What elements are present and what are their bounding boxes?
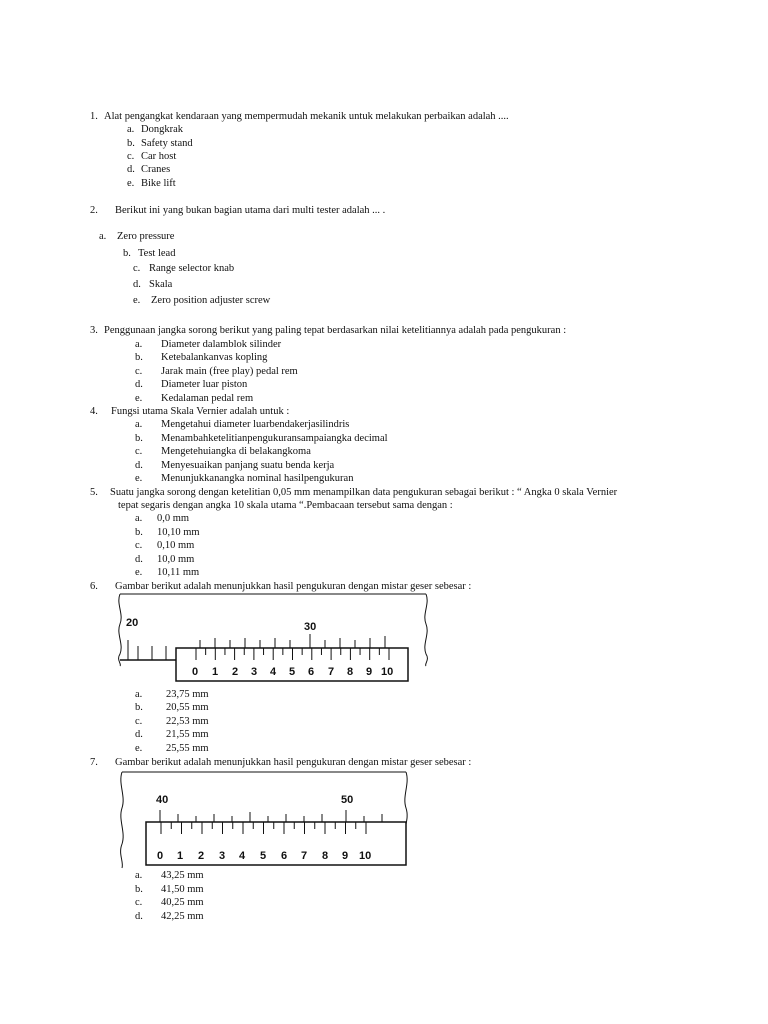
q7-option-c-letter: c. (135, 897, 143, 908)
vernier-label: 3 (219, 850, 226, 862)
vernier-label: 1 (212, 666, 219, 678)
vernier-label: 6 (281, 850, 288, 862)
main-scale-label-40: 40 (156, 794, 169, 806)
vernier-label: 7 (328, 666, 335, 678)
vernier-label: 5 (289, 666, 296, 678)
vernier-label: 0 (192, 666, 199, 678)
q4-option-d-letter: d. (135, 460, 143, 471)
q2-number: 2. (90, 205, 98, 216)
q7-option-d: 42,25 mm (161, 911, 204, 922)
q7-option-a-letter: a. (135, 870, 143, 881)
q6-option-c: 22,53 mm (166, 716, 209, 727)
q7-option-d-letter: d. (135, 911, 143, 922)
q5-text-line2: tepat segaris dengan angka 10 skala utama “.Pembacaan tersebut sama dengan : (118, 500, 453, 511)
q4-number: 4. (90, 406, 98, 417)
q3-option-c-letter: c. (135, 366, 143, 377)
q1-text: Alat pengangkat kendaraan yang mempermudah mekanik untuk melakukan perbaikan adalah .... (104, 111, 509, 122)
q2-option-b-letter: b. (123, 248, 131, 259)
q6-number: 6. (90, 581, 98, 592)
q6-option-d: 21,55 mm (166, 729, 209, 740)
vernier-label: 2 (198, 850, 205, 862)
q4-option-e-letter: e. (135, 473, 143, 484)
vernier-label: 5 (260, 850, 267, 862)
q5-option-a: 0,0 mm (157, 513, 190, 524)
q6-option-d-letter: d. (135, 729, 143, 740)
q4-option-b-letter: b. (135, 433, 143, 444)
q5-option-d: 10,0 mm (157, 554, 195, 565)
q1-option-c-letter: c. (127, 151, 135, 162)
q2-option-d-letter: d. (133, 279, 141, 290)
q2-text: Berikut ini yang bukan bagian utama dari multi tester adalah ... . (115, 205, 386, 216)
main-scale-right-edge (425, 594, 428, 666)
vernier-label: 9 (342, 850, 349, 862)
q6-option-e-letter: e. (135, 743, 143, 754)
q1-option-d: Cranes (141, 164, 171, 175)
q3-option-c: Jarak main (free play) pedal rem (161, 366, 298, 377)
q5-number: 5. (90, 487, 98, 498)
q3-option-e: Kedalaman pedal rem (161, 393, 254, 404)
q6-option-b: 20,55 mm (166, 702, 209, 713)
q5-option-b: 10,10 mm (157, 527, 200, 538)
q4-option-b: Menambahketelitianpengukuransampaiangka decimal (161, 433, 388, 444)
q2-option-a-letter: a. (99, 231, 107, 242)
q5-option-a-letter: a. (135, 513, 143, 524)
q5-option-e: 10,11 mm (157, 567, 200, 578)
q4-option-c-letter: c. (135, 446, 143, 457)
q4-option-a-letter: a. (135, 419, 143, 430)
q3-option-b: Ketebalankanvas kopling (161, 352, 268, 363)
q4-option-c: Mengetehuiangka di belakangkoma (161, 446, 311, 457)
q7-option-c: 40,25 mm (161, 897, 204, 908)
vernier-label: 8 (322, 850, 329, 862)
main-scale-label-50: 50 (341, 794, 354, 806)
main-scale-left-edge (119, 594, 122, 666)
q7-number: 7. (90, 757, 98, 768)
q2-option-e: Zero position adjuster screw (151, 295, 271, 306)
vernier-label: 8 (347, 666, 354, 678)
q3-option-d-letter: d. (135, 379, 143, 390)
q7-option-a: 43,25 mm (161, 870, 204, 881)
q1-option-e: Bike lift (141, 178, 176, 189)
q1-option-b: Safety stand (141, 138, 193, 149)
q5-option-c: 0,10 mm (157, 540, 195, 551)
q3-option-a: Diameter dalamblok silinder (161, 339, 282, 350)
q1-option-c: Car host (141, 151, 177, 162)
vernier-label: 1 (177, 850, 184, 862)
main-scale-ticks-top (160, 810, 382, 822)
vernier-label: 4 (239, 850, 246, 862)
q6-text: Gambar berikut adalah menunjukkan hasil pengukuran dengan mistar geser sebesar : (115, 581, 472, 592)
q4-option-a: Mengetahui diameter luarbendakerjasilindris (161, 419, 350, 430)
q1-option-a: Dongkrak (141, 124, 183, 135)
vernier-label: 6 (308, 666, 315, 678)
vernier-caliper-figure-q6 (114, 592, 434, 684)
q6-option-b-letter: b. (135, 702, 143, 713)
q2-option-e-letter: e. (133, 295, 141, 306)
main-scale-ticks (128, 640, 166, 660)
vernier-label: 2 (232, 666, 239, 678)
q5-option-d-letter: d. (135, 554, 143, 565)
vernier-label: 10 (359, 850, 372, 862)
q5-text-line1: Suatu jangka sorong dengan ketelitian 0,05 mm menampilkan data pengukuran sebagai berikut : “ Angka 0 skala Vernier (110, 487, 618, 498)
q6-option-c-letter: c. (135, 716, 143, 727)
q1-number: 1. (90, 111, 98, 122)
q3-number: 3. (90, 325, 98, 336)
q7-option-b: 41,50 mm (161, 884, 204, 895)
q2-option-d: Skala (149, 279, 173, 290)
q1-option-d-letter: d. (127, 164, 135, 175)
q1-option-b-letter: b. (127, 138, 135, 149)
q2-option-c: Range selector knab (149, 263, 235, 274)
q3-text: Penggunaan jangka sorong berikut yang paling tepat berdasarkan nilai ketelitiannya adalah pada pengukuran : (104, 325, 567, 336)
q2-option-b: Test lead (138, 248, 176, 259)
q4-text: Fungsi utama Skala Vernier adalah untuk : (111, 406, 290, 417)
q5-option-e-letter: e. (135, 567, 143, 578)
q4-option-d: Menyesuaikan panjang suatu benda kerja (161, 460, 335, 471)
q3-option-e-letter: e. (135, 393, 143, 404)
vernier-label: 7 (301, 850, 308, 862)
q3-option-d: Diameter luar piston (161, 379, 248, 390)
main-scale-label-30: 30 (304, 621, 317, 633)
q5-option-c-letter: c. (135, 540, 143, 551)
main-scale-ticks-top (200, 634, 385, 648)
q4-option-e: Menunjukkanangka nominal hasilpengukuran (161, 473, 354, 484)
q7-option-b-letter: b. (135, 884, 143, 895)
q5-option-b-letter: b. (135, 527, 143, 538)
main-scale-left-edge (121, 772, 124, 868)
q7-text: Gambar berikut adalah menunjukkan hasil pengukuran dengan mistar geser sebesar : (115, 757, 472, 768)
q2-option-c-letter: c. (133, 263, 141, 274)
q6-option-a: 23,75 mm (166, 689, 209, 700)
q1-option-e-letter: e. (127, 178, 135, 189)
q3-option-b-letter: b. (135, 352, 143, 363)
vernier-label: 10 (381, 666, 394, 678)
vernier-label: 3 (251, 666, 258, 678)
vernier-label: 4 (270, 666, 277, 678)
q6-option-e: 25,55 mm (166, 743, 209, 754)
q3-option-a-letter: a. (135, 339, 143, 350)
vernier-label: 0 (157, 850, 164, 862)
q6-option-a-letter: a. (135, 689, 143, 700)
vernier-caliper-figure-q7 (114, 770, 434, 870)
main-scale-label-20: 20 (126, 617, 139, 629)
q1-option-a-letter: a. (127, 124, 135, 135)
vernier-label: 9 (366, 666, 373, 678)
q2-option-a: Zero pressure (117, 231, 175, 242)
